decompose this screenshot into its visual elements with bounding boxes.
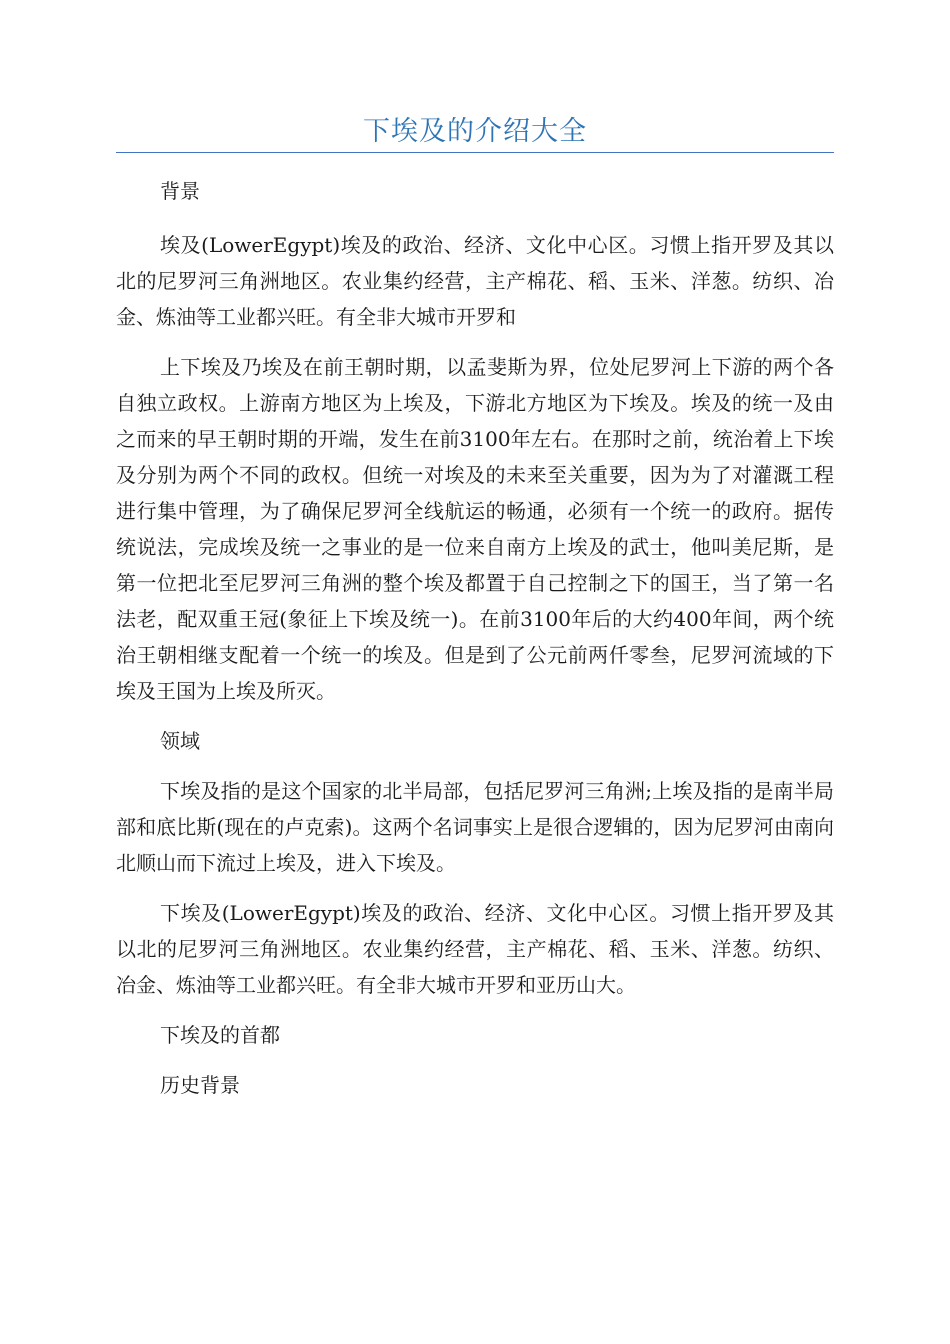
heading-domain: 领域 bbox=[160, 729, 200, 753]
paragraph-domain: 下埃及指的是这个国家的北半局部，包括尼罗河三角洲;上埃及指的是南半局部和底比斯(现在的卢克索)。这两个名词事实上是很合逻辑的，因为尼罗河由南向北顺山而下流过上埃及，进入下埃及。 bbox=[116, 779, 834, 875]
paragraph-intro: 埃及(LowerEgypt)埃及的政治、经济、文化中心区。习惯上指开罗及其以北的尼罗河三角洲地区。农业集约经营，主产棉花、稻、玉米、洋葱。纺织、冶金、炼油等工业都兴旺。有全非大城市开罗和 bbox=[116, 233, 834, 329]
heading-background: 背景 bbox=[160, 179, 200, 203]
document-title: 下埃及的介绍大全 bbox=[363, 116, 587, 147]
paragraph-lower-egypt: 下埃及(LowerEgypt)埃及的政治、经济、文化中心区。习惯上指开罗及其以北的尼罗河三角洲地区。农业集约经营，主产棉花、稻、玉米、洋葱。纺织、冶金、炼油等工业都兴旺。有全非大城市开罗和亚历山大。 bbox=[116, 901, 834, 997]
heading-capital: 下埃及的首都 bbox=[160, 1023, 280, 1047]
heading-historical-background: 历史背景 bbox=[160, 1073, 240, 1097]
paragraph-history: 上下埃及乃埃及在前王朝时期，以孟斐斯为界，位处尼罗河上下游的两个各自独立政权。上游南方地区为上埃及，下游北方地区为下埃及。埃及的统一及由之而来的早王朝时期的开端，发生在前3100年左右。在那时之前，统治着上下埃及分别为两个不同的政权。但统一对埃及的未来至关重要，因为为了对灌溉工程进行集中管理，为了确保尼罗河全线航运的畅通，必须有一个统一的政府。据传统说法，完成埃及统一之事业的是一位来自南方上埃及的武士，他叫美尼斯，是第一位把北至尼罗河三角洲的整个埃及都置于自己控制之下的国王，当了第一名法老，配双重王冠(象征上下埃及统一)。在前3100年后的大约400年间，两个统治王朝相继支配着一个统一的埃及。但是到了公元前两仟零叁，尼罗河流域的下埃及王国为上埃及所灭。 bbox=[116, 355, 834, 703]
document-page bbox=[116, 0, 834, 1103]
